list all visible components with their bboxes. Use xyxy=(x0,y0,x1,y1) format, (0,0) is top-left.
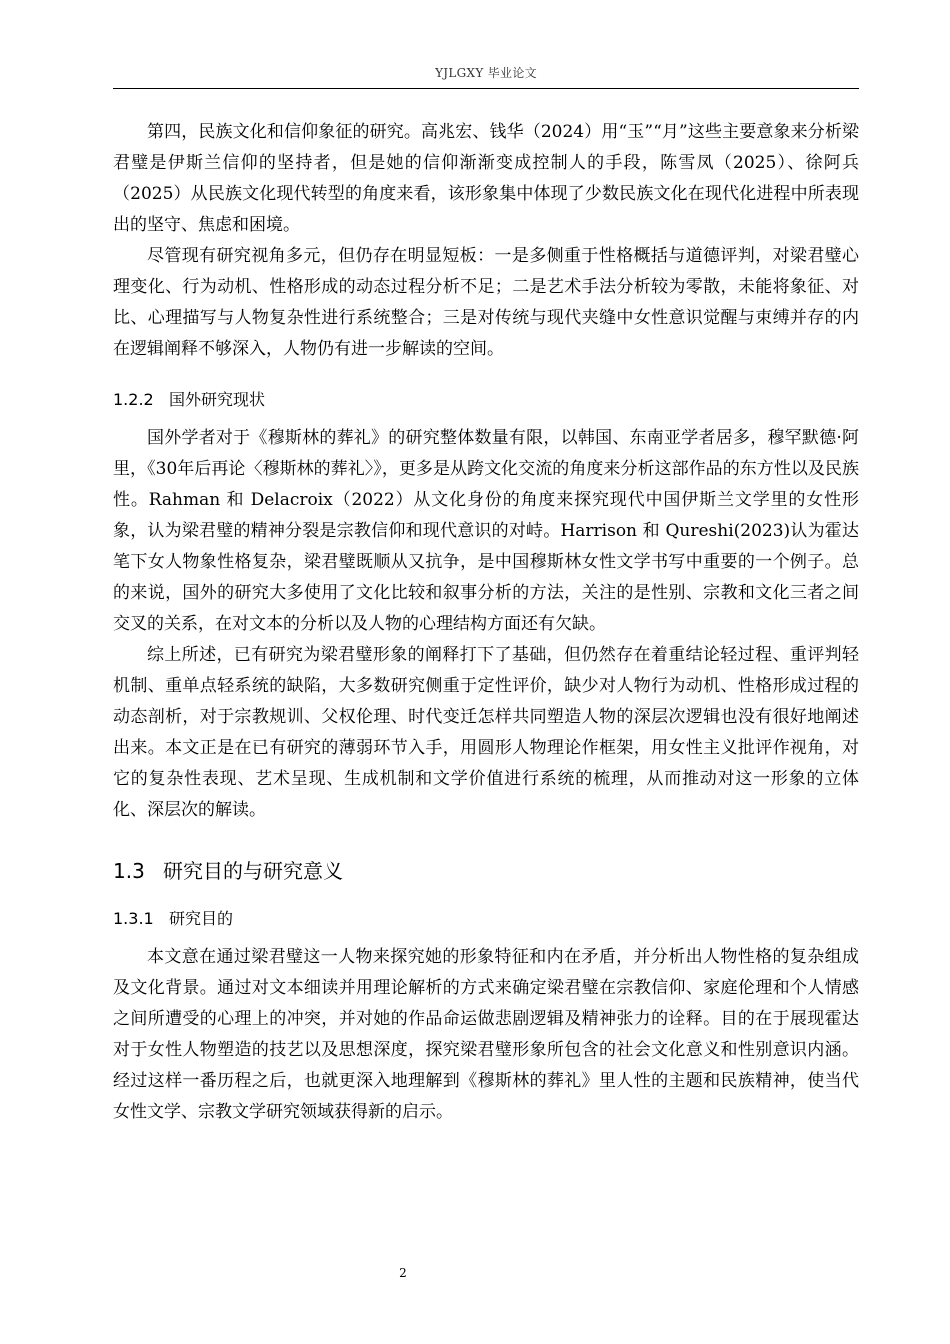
paragraph: 综上所述，已有研究为梁君璧形象的阐释打下了基础，但仍然存在着重结论轻过程、重评判轻机制、重单点轻系统的缺陷，大多数研究侧重于定性评价，缺少对人物行为动机、性格形成过程的动态剖析，对于宗教规训、父权伦理、时代变迁怎样共同塑造人物的深层次逻辑也没有很好地阐述出来。本文正是在已有研究的薄弱环节入手，用圆形人物理论作框架，用女性主义批评作视角，对它的复杂性表现、艺术呈现、生成机制和文学价值进行系统的梳理，从而推动对这一形象的立体化、深层次的解读。 xyxy=(113,645,859,820)
page-number: 2 xyxy=(399,1266,407,1280)
section-heading-1-2-2 xyxy=(113,389,859,411)
running-header: YJLGXY 毕业论文 xyxy=(435,66,537,80)
section-heading-1-3-1 xyxy=(113,908,859,930)
paragraph: 国外学者对于《穆斯林的葬礼》的研究整体数量有限，以韩国、东南亚学者居多，穆罕默德·阿里，《30年后再论〈穆斯林的葬礼〉》，更多是从跨文化交流的角度来分析这部作品的东方性以及民族性。Rahman 和 Delacroix（2022）从文化身份的角度来探究现代中国伊斯兰文学里的女性形象，认为梁君璧的精神分裂是宗教信仰和现代意识的对峙。Harrison 和 Qureshi(2023)认为霍达笔下女人物象性格复杂，梁君璧既顺从又抗争，是中国穆斯林女性文学书写中重要的一个例子。总的来说，国外的研究大多使用了文化比较和叙事分析的方法，关注的是性别、宗教和文化三者之间交叉的关系，在对文本的分析以及人物的心理结构方面还有欠缺。 xyxy=(113,428,859,634)
section-number: 1.3.1 xyxy=(113,909,154,928)
paragraph: 第四，民族文化和信仰象征的研究。高兆宏、钱华（2024）用“玉”“月”这些主要意象来分析梁君璧是伊斯兰信仰的坚持者，但是她的信仰渐渐变成控制人的手段，陈雪凤（2025）、徐阿兵（2025）从民族文化现代转型的角度来看，该形象集中体现了少数民族文化在现代化进程中所表现出的坚守、焦虑和困境。 xyxy=(113,122,859,235)
section-title: 研究目的与研究意义 xyxy=(163,859,343,883)
section-number: 1.2.2 xyxy=(113,390,154,409)
section-number: 1.3 xyxy=(113,859,145,883)
paragraph: 本文意在通过梁君璧这一人物来探究她的形象特征和内在矛盾，并分析出人物性格的复杂组成及文化背景。通过对文本细读并用理论解析的方式来确定梁君璧在宗教信仰、家庭伦理和个人情感之间所遭受的心理上的冲突，并对她的作品命运做悲剧逻辑及精神张力的诠释。目的在于展现霍达对于女性人物塑造的技艺以及思想深度，探究梁君璧形象所包含的社会文化意义和性别意识内涵。经过这样一番历程之后，也就更深入地理解到《穆斯林的葬礼》里人性的主题和民族精神，使当代女性文学、宗教文学研究领域获得新的启示。 xyxy=(113,947,859,1122)
section-title: 国外研究现状 xyxy=(169,390,266,409)
section-title: 研究目的 xyxy=(169,909,234,928)
page-body xyxy=(113,117,859,1128)
header-divider xyxy=(113,88,859,89)
paragraph: 尽管现有研究视角多元，但仍存在明显短板：一是多侧重于性格概括与道德评判，对梁君璧心理变化、行为动机、性格形成的动态过程分析不足；二是艺术手法分析较为零散，未能将象征、对比、心理描写与人物复杂性进行系统整合；三是对传统与现代夹缝中女性意识觉醒与束缚并存的内在逻辑阐释不够深入，人物仍有进一步解读的空间。 xyxy=(113,246,859,359)
section-heading-1-3 xyxy=(113,858,859,884)
